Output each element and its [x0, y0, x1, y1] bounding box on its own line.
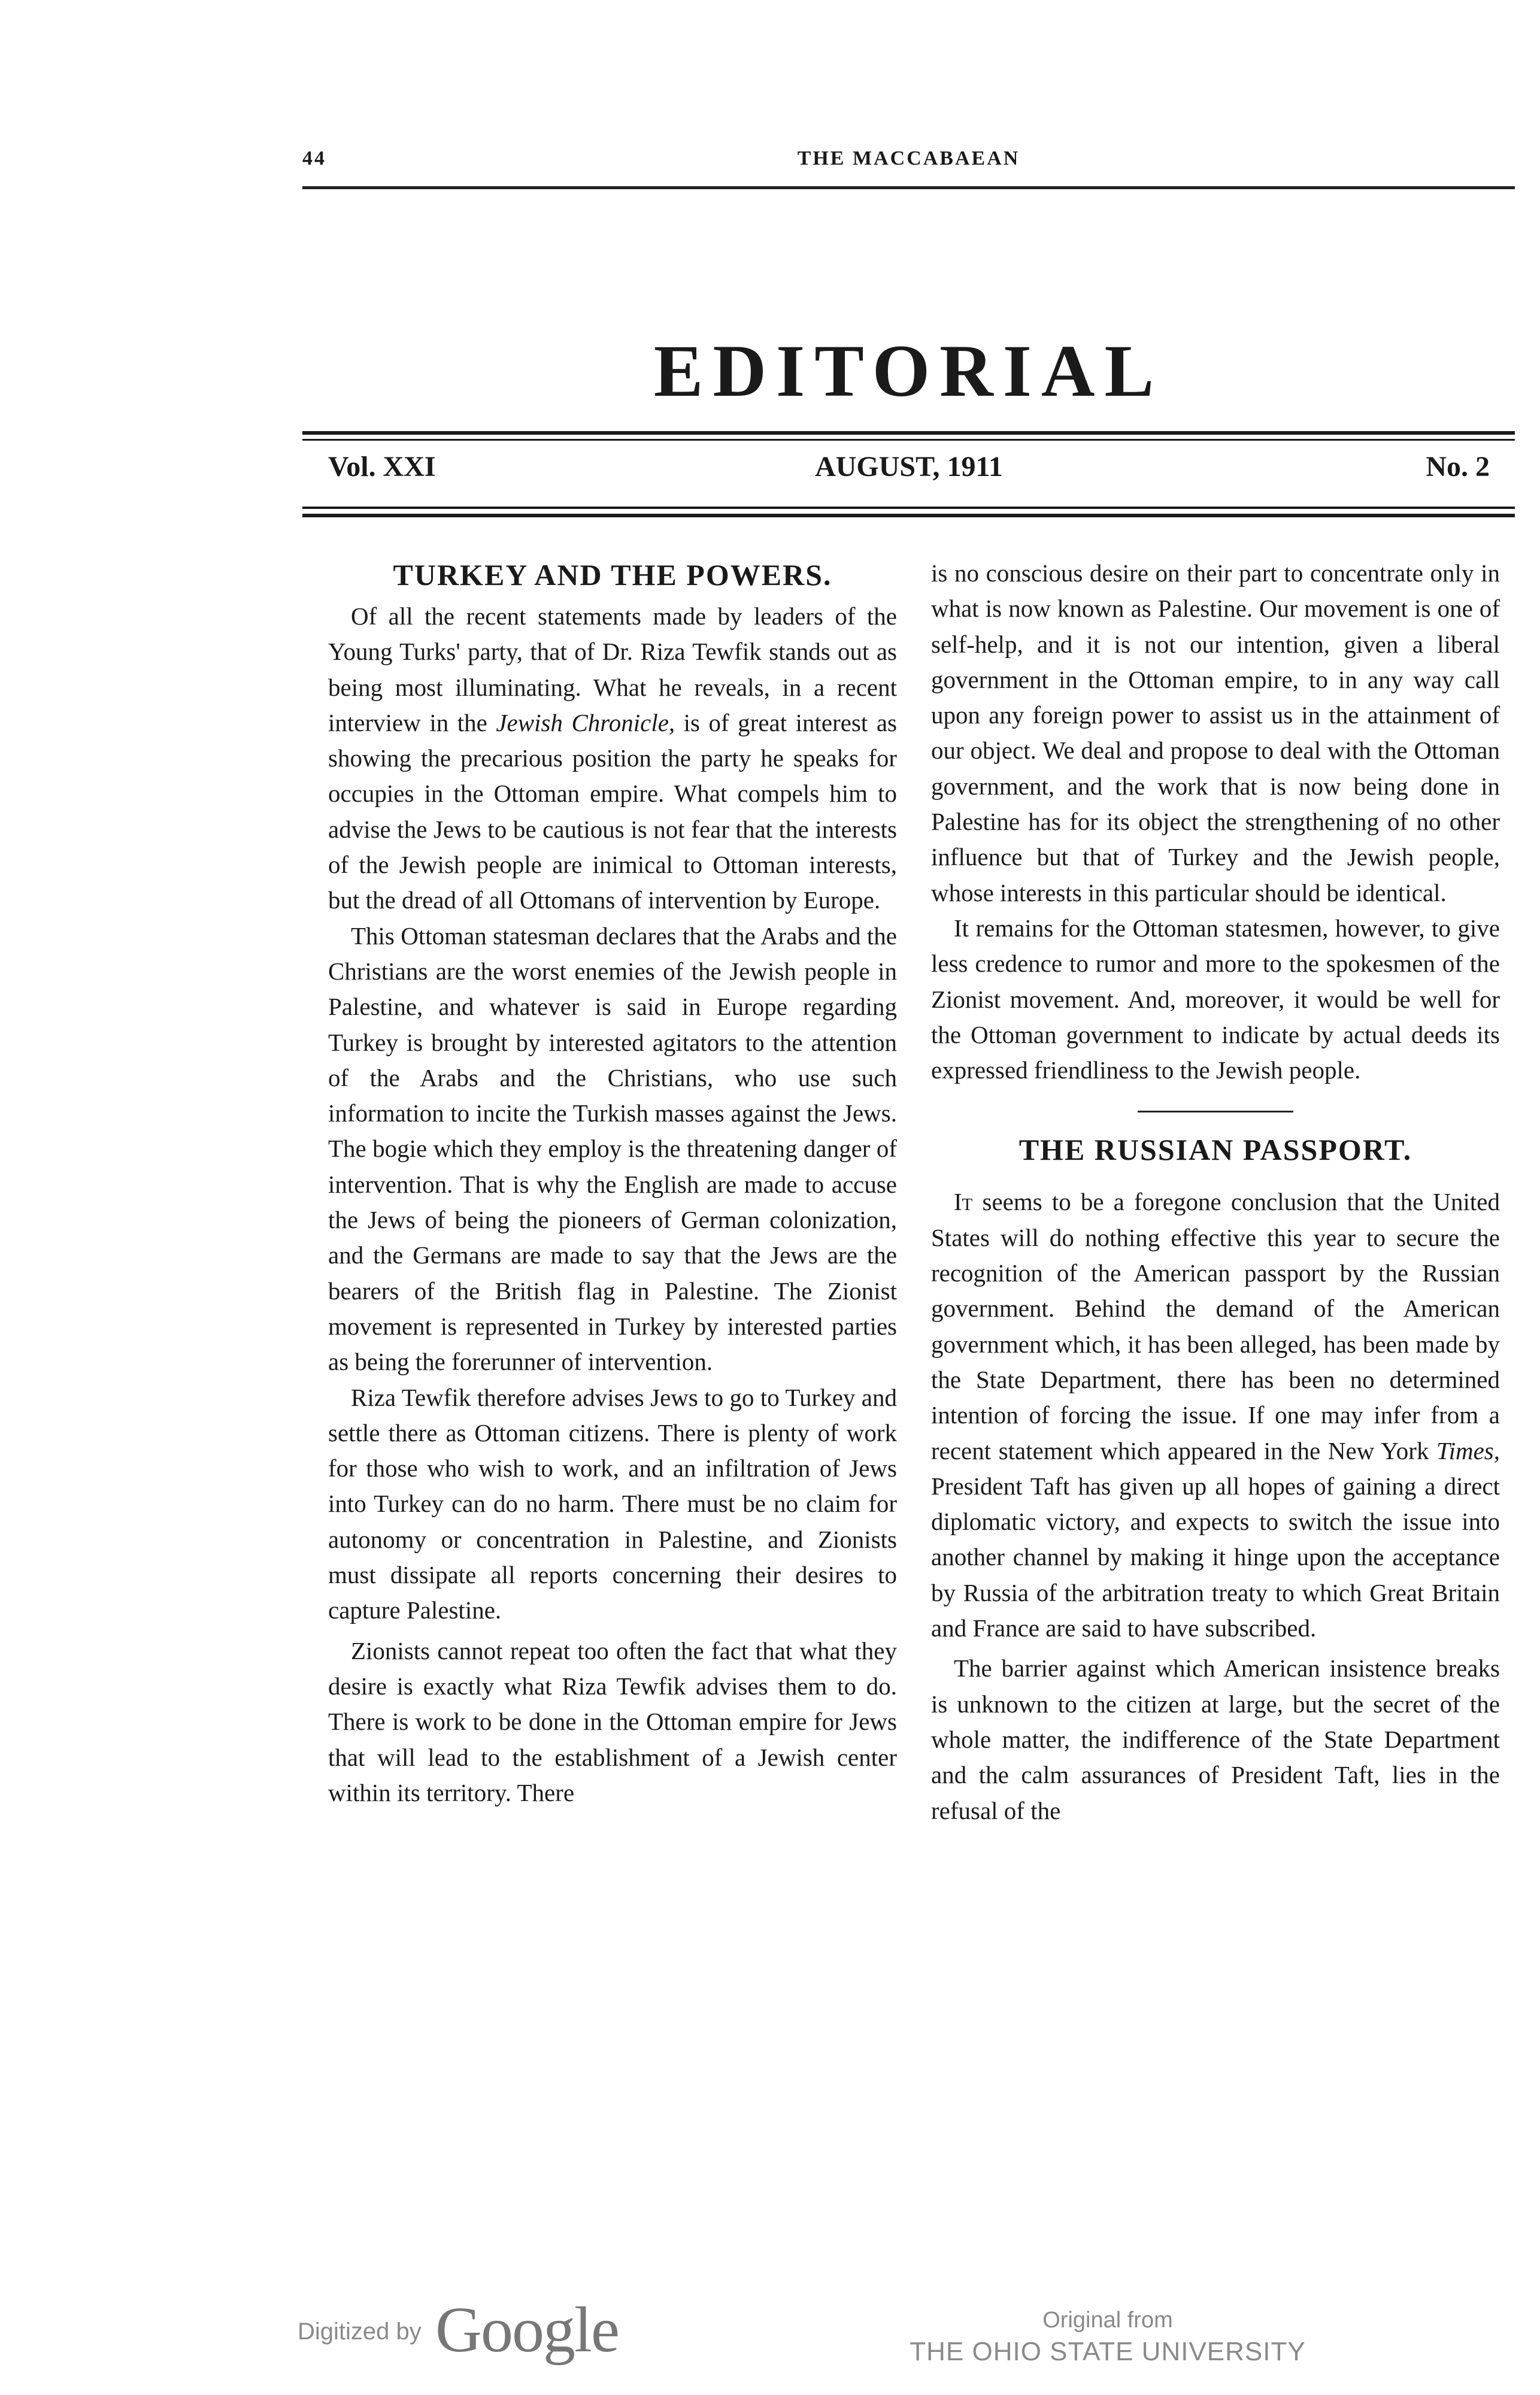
- volume-label: Vol. XXI: [328, 451, 436, 483]
- left-column: [328, 556, 897, 1811]
- italic-title: Jewish Chronicle,: [496, 708, 675, 736]
- masthead-rule-lower-thin: [302, 507, 1515, 509]
- paragraph: It seems to be a foregone conclusion that the United States will do nothing effective this year to secure the recognition of the American passport by the Russian government. Behind the demand of the American government which, it has been alleged, has been made by the State Department, there has been no determined intention of forcing the issue. If one may infer from a recent statement which appeared in the New York Times, President Taft has given up all hopes of gaining a direct diplomatic victory, and expects to switch the issue into another channel by making it hinge upon the acceptance by Russia of the arbitration treaty to which Great Britain and France are said to have subscribed.: [931, 1188, 1500, 1642]
- page-number: 44: [302, 147, 326, 169]
- header-rule: [302, 186, 1515, 189]
- italic-title: Times,: [1436, 1436, 1500, 1465]
- article-heading-passport: THE RUSSIAN PASSPORT.: [1018, 1133, 1412, 1167]
- original-from-label: Original from: [1042, 2308, 1173, 2333]
- section-divider: [1138, 1111, 1293, 1112]
- masthead-rule-upper-thin: [302, 439, 1515, 441]
- journal-title: THE MACCABAEAN: [797, 147, 1020, 169]
- right-column: [931, 556, 1500, 1829]
- paragraph: It remains for the Ottoman statesmen, however, to give less credence to rumor and more to the spokesmen of the Zionist movement. And, moreover, it would be well for the Ottoman government to indicate by actual deeds its expressed friendliness to the Jewish people.: [931, 914, 1500, 1084]
- paragraph: is no conscious desire on their part to concentrate only in what is now known as Palestine. Our movement is one of self-help, and it is not our intention, given a liberal government in the Ottoman empire, to in any way call upon any foreign power to assist us in the attainment of our object. We deal and propose to deal with the Ottoman government, and the work that is now being done in Palestine has for its object the strengthening of no other influence but that of Turkey and the Jewish people, whose interests in this particular should be identical.: [931, 559, 1500, 907]
- issue-line: [328, 450, 1490, 492]
- article-heading-turkey: TURKEY AND THE POWERS.: [393, 558, 832, 592]
- institution-name: THE OHIO STATE UNIVERSITY: [910, 2337, 1306, 2366]
- google-logo: Google: [435, 2294, 619, 2366]
- paragraph: Zionists cannot repeat too often the fact that what they desire is exactly what Riza Tewfik advises them to do. There is work to be done in the Ottoman empire for Jews that will lead to the establishment of a Jewish center within its territory. There: [328, 1636, 897, 1806]
- issue-date: AUGUST, 1911: [815, 451, 1003, 483]
- masthead-rule-lower-thick: [302, 514, 1515, 517]
- issue-number: No. 2: [1426, 451, 1490, 483]
- paragraph: The barrier against which American insistence breaks is unknown to the citizen at large, but the secret of the whole matter, the indifference of the State Department and the calm assurances of President Taft, lies in the refusal of the: [931, 1654, 1500, 1824]
- running-head: [302, 147, 1515, 183]
- source-watermark: [880, 2305, 1335, 2369]
- section-title: EDITORIAL: [653, 330, 1164, 412]
- paragraph: Riza Tewfik therefore advises Jews to go to Turkey and settle there as Ottoman citizens. There is plenty of work for those who wish to work, and an infiltration of Jews into Turkey can do no harm. There must be no claim for autonomy or concentration in Palestine, and Zionists must dissipate all reports concerning their desires to capture Palestine.: [328, 1383, 897, 1624]
- paragraph: Of all the recent statements made by leaders of the Young Turks' party, that of Dr. Riza Tewfik stands out as being most illuminating. What he reveals, in a recent interview in the Jewish Chronicle, is of great interest as showing the precarious position the party he speaks for occupies in the Ottoman empire. What compels him to advise the Jews to be cautious is not fear that the interests of the Jewish people are inimical to Ottoman interests, but the dread of all Ottomans of intervention by Europe.: [328, 602, 897, 914]
- masthead-rule-upper-thick: [302, 431, 1515, 435]
- digitized-label: Digitized by: [298, 2318, 422, 2345]
- paragraph: This Ottoman statesman declares that the Arabs and the Christians are the worst enemies of the Jewish people in Palestine, and whatever is said in Europe regarding Turkey is brought by interested agitators to the attention of the Arabs and the Christians, who use such information to incite the Turkish masses against the Jews. The bogie which they employ is the threatening danger of intervention. That is why the English are made to accuse the Jews of being the pioneers of German colonization, and the Germans are made to say that the Jews are the bearers of the British flag in Palestine. The Zionist movement is represented in Turkey by interested parties as being the forerunner of intervention.: [328, 921, 897, 1376]
